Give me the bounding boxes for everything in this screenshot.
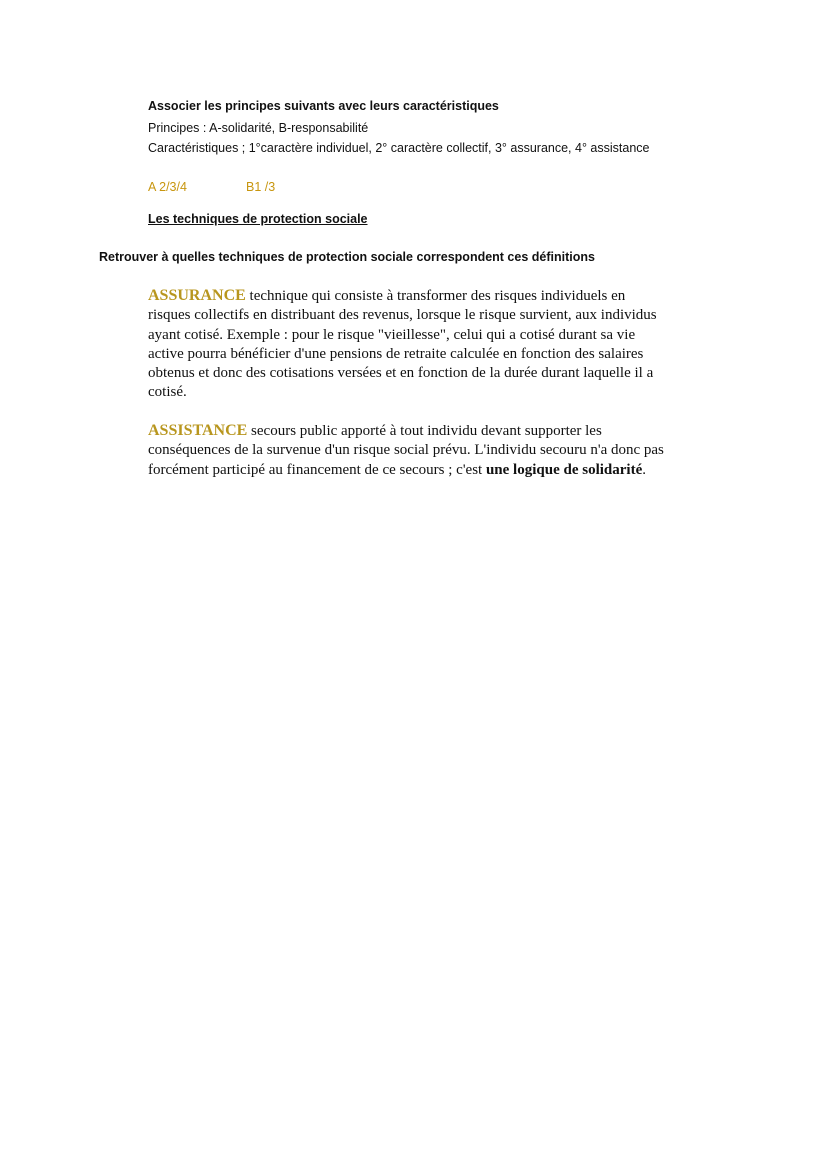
definition-text: technique qui consiste à transformer des risques individuels en (245, 288, 626, 304)
definition-line: ayant cotisé. Exemple : pour le risque "vieillesse", celui qui a cotisé durant sa vie (148, 326, 636, 343)
answer-a: A 2/3/4 (148, 180, 187, 194)
definition-term: ASSISTANCE (148, 422, 248, 439)
definition-text: forcément participé au financement de ce secours ; c'est (148, 461, 486, 478)
principes-line: Principes : A-solidarité, B-responsabilité (148, 121, 369, 135)
definition-text: secours public apporté à tout individu devant supporter les (247, 423, 602, 439)
definition-line (148, 286, 733, 306)
definition-assistance (148, 421, 733, 480)
definition-line: risques collectifs en distribuant des revenus, lorsque le risque survient, aux individus (148, 307, 657, 324)
definition-end: . (642, 461, 646, 478)
definition-line (148, 421, 733, 441)
caracteristiques-line: Caractéristiques ; 1°caractère individuel, 2° caractère collectif, 3° assurance, 4° assistance (148, 141, 650, 155)
definition-assurance (148, 286, 733, 403)
definition-term: ASSURANCE (148, 287, 246, 304)
definition-line: cotisé. (148, 384, 187, 401)
section-title: Les techniques de protection sociale (148, 212, 368, 226)
answer-b: B1 /3 (246, 180, 276, 194)
definition-line: conséquences de la survenue d'un risque social prévu. L'individu secouru n'a donc pas (148, 442, 664, 459)
instruction-line: Retrouver à quelles techniques de protection sociale correspondent ces définitions (99, 250, 595, 264)
definition-line (148, 461, 733, 480)
definition-emphasis: une logique de solidarité (485, 461, 643, 478)
exercise-title: Associer les principes suivants avec leurs caractéristiques (148, 99, 499, 113)
definition-line: active pourra bénéficier d'une pensions de retraite calculée en fonction des salaires (148, 345, 644, 362)
definition-line: obtenus et donc des cotisations versées et en fonction de la durée durant laquelle il a (148, 365, 654, 382)
